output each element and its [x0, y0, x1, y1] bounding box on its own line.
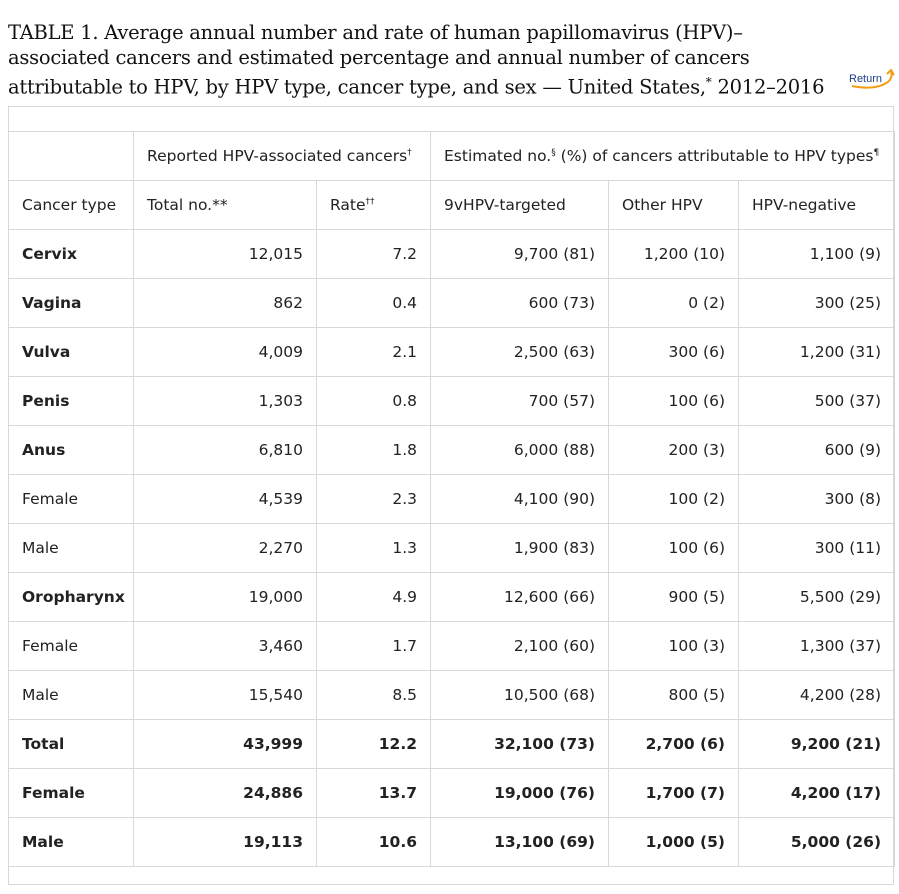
cell-total: 43,999: [134, 720, 317, 769]
cell-hpv-negative: 600 (9): [739, 426, 895, 475]
cell-rate: 0.4: [317, 279, 431, 328]
header-group-row: [9, 132, 895, 181]
cell-hpv-negative: 1,200 (31): [739, 328, 895, 377]
cell-9vhpv: 4,100 (90): [431, 475, 609, 524]
return-label: Return: [849, 73, 883, 85]
cell-other-hpv: 1,700 (7): [609, 769, 739, 818]
cell-other-hpv: 900 (5): [609, 573, 739, 622]
cell-cancer-type: Penis: [9, 377, 134, 426]
cell-total: 15,540: [134, 671, 317, 720]
header-empty-cell: [9, 132, 134, 181]
cell-total: 3,460: [134, 622, 317, 671]
cell-rate: 8.5: [317, 671, 431, 720]
cell-cancer-type: Male: [9, 524, 134, 573]
header-column-row: [9, 181, 895, 230]
table-row: [9, 279, 895, 328]
col-9vhpv: 9vHPV-targeted: [431, 181, 609, 230]
table-title: [8, 20, 838, 100]
cell-9vhpv: 6,000 (88): [431, 426, 609, 475]
cell-rate: 4.9: [317, 573, 431, 622]
table-title-text: TABLE 1. Average annual number and rate of human papillomavirus (HPV)–associated cancers and estimated percentage and annual number of cancers attributable to HPV, by HPV type, cancer type, and sex — United States,: [8, 21, 750, 99]
cell-cancer-type: Female: [9, 622, 134, 671]
cell-cancer-type: Vulva: [9, 328, 134, 377]
cell-hpv-negative: 5,500 (29): [739, 573, 895, 622]
cell-other-hpv: 100 (6): [609, 524, 739, 573]
cell-hpv-negative: 5,000 (26): [739, 818, 895, 867]
table-row: [9, 573, 895, 622]
cell-cancer-type: Anus: [9, 426, 134, 475]
cell-rate: 2.1: [317, 328, 431, 377]
cell-9vhpv: 2,100 (60): [431, 622, 609, 671]
title-years: 2012–2016: [711, 75, 825, 99]
cell-hpv-negative: 300 (8): [739, 475, 895, 524]
cell-9vhpv: 600 (73): [431, 279, 609, 328]
cell-cancer-type: Oropharynx: [9, 573, 134, 622]
hpv-cancer-table: [8, 131, 895, 867]
cell-total: 24,886: [134, 769, 317, 818]
cell-cancer-type: Total: [9, 720, 134, 769]
cell-other-hpv: 200 (3): [609, 426, 739, 475]
table-row: [9, 622, 895, 671]
cell-other-hpv: 800 (5): [609, 671, 739, 720]
cell-rate: 10.6: [317, 818, 431, 867]
cell-9vhpv: 19,000 (76): [431, 769, 609, 818]
col-rate: Rate††: [317, 181, 431, 230]
cell-other-hpv: 0 (2): [609, 279, 739, 328]
cell-rate: 7.2: [317, 230, 431, 279]
cell-cancer-type: Male: [9, 671, 134, 720]
table-row: [9, 230, 895, 279]
cell-9vhpv: 12,600 (66): [431, 573, 609, 622]
table-row-total: [9, 818, 895, 867]
cell-hpv-negative: 300 (11): [739, 524, 895, 573]
cell-9vhpv: 1,900 (83): [431, 524, 609, 573]
cell-other-hpv: 300 (6): [609, 328, 739, 377]
cell-9vhpv: 10,500 (68): [431, 671, 609, 720]
cell-cancer-type: Vagina: [9, 279, 134, 328]
cell-other-hpv: 1,000 (5): [609, 818, 739, 867]
cell-hpv-negative: 4,200 (17): [739, 769, 895, 818]
cell-other-hpv: 100 (6): [609, 377, 739, 426]
cell-total: 6,810: [134, 426, 317, 475]
title-footnote-mark: *: [705, 75, 712, 89]
table-row: [9, 671, 895, 720]
cell-hpv-negative: 300 (25): [739, 279, 895, 328]
cell-total: 4,539: [134, 475, 317, 524]
cell-9vhpv: 13,100 (69): [431, 818, 609, 867]
cell-9vhpv: 32,100 (73): [431, 720, 609, 769]
header-reported-group: Reported HPV-associated cancers†: [134, 132, 431, 181]
cell-other-hpv: 1,200 (10): [609, 230, 739, 279]
table-row-total: [9, 769, 895, 818]
cell-rate: 1.3: [317, 524, 431, 573]
table-row: [9, 328, 895, 377]
table-row: [9, 377, 895, 426]
cell-cancer-type: Female: [9, 475, 134, 524]
cell-hpv-negative: 9,200 (21): [739, 720, 895, 769]
cell-9vhpv: 9,700 (81): [431, 230, 609, 279]
cell-hpv-negative: 1,100 (9): [739, 230, 895, 279]
cell-total: 1,303: [134, 377, 317, 426]
col-other-hpv: Other HPV: [609, 181, 739, 230]
cell-total: 12,015: [134, 230, 317, 279]
cell-total: 2,270: [134, 524, 317, 573]
cell-other-hpv: 100 (3): [609, 622, 739, 671]
cell-total: 19,000: [134, 573, 317, 622]
cell-total: 862: [134, 279, 317, 328]
col-total: Total no.**: [134, 181, 317, 230]
cell-9vhpv: 700 (57): [431, 377, 609, 426]
cell-cancer-type: Cervix: [9, 230, 134, 279]
cell-hpv-negative: 4,200 (28): [739, 671, 895, 720]
cell-rate: 1.7: [317, 622, 431, 671]
table-row-total: [9, 720, 895, 769]
cell-total: 4,009: [134, 328, 317, 377]
cell-9vhpv: 2,500 (63): [431, 328, 609, 377]
cell-other-hpv: 2,700 (6): [609, 720, 739, 769]
cell-rate: 0.8: [317, 377, 431, 426]
return-link[interactable]: [849, 73, 882, 85]
cell-hpv-negative: 1,300 (37): [739, 622, 895, 671]
col-cancer-type: Cancer type: [9, 181, 134, 230]
cell-other-hpv: 100 (2): [609, 475, 739, 524]
cell-cancer-type: Female: [9, 769, 134, 818]
cell-total: 19,113: [134, 818, 317, 867]
table-row: [9, 475, 895, 524]
table-row: [9, 426, 895, 475]
header-estimated-group: Estimated no.§ (%) of cancers attributable to HPV types¶: [431, 132, 895, 181]
cell-rate: 2.3: [317, 475, 431, 524]
col-hpv-negative: HPV-negative: [739, 181, 895, 230]
cell-rate: 1.8: [317, 426, 431, 475]
cell-cancer-type: Male: [9, 818, 134, 867]
cell-rate: 13.7: [317, 769, 431, 818]
cell-hpv-negative: 500 (37): [739, 377, 895, 426]
table-row: [9, 524, 895, 573]
cell-rate: 12.2: [317, 720, 431, 769]
